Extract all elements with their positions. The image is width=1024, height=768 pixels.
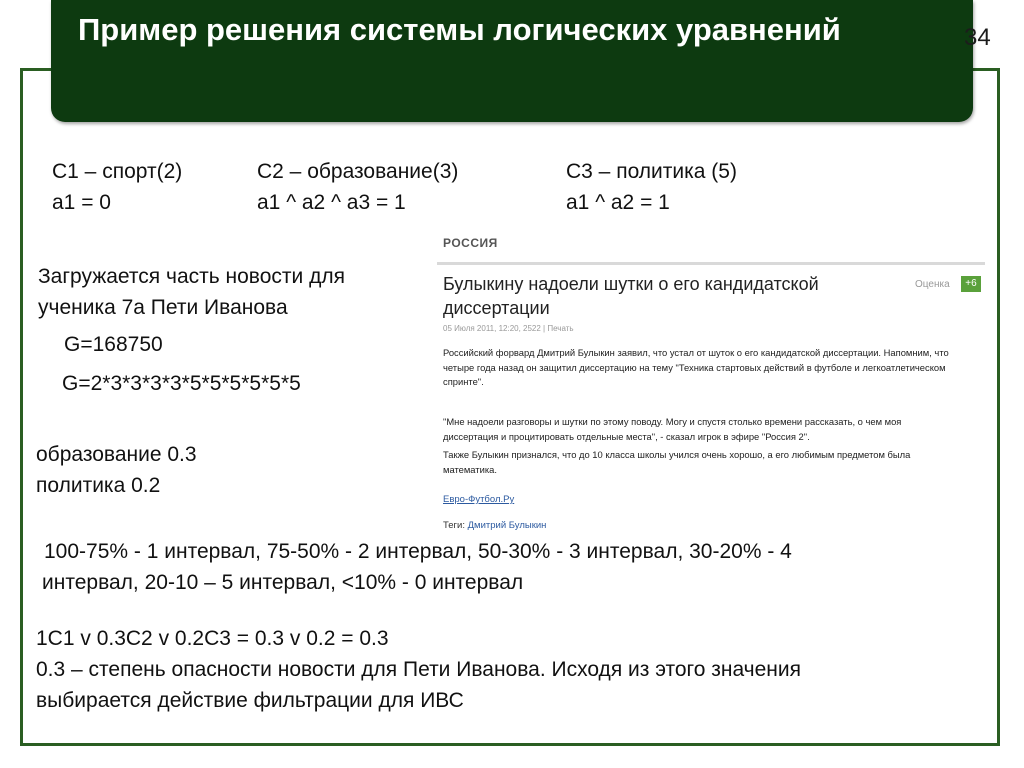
news-tags-label: Теги: bbox=[443, 520, 465, 531]
news-tag-link[interactable]: Дмитрий Булыкин bbox=[467, 520, 547, 531]
weight-politics: политика 0.2 bbox=[36, 474, 161, 497]
intervals-line1: 100-75% - 1 интервал, 75-50% - 2 интервал, 50-30% - 3 интервал, 30-20% - 4 bbox=[44, 540, 792, 563]
news-meta: 05 Июля 2011, 12:20, 2522 | Печать bbox=[443, 324, 574, 333]
news-category: РОССИЯ bbox=[443, 236, 498, 250]
conclusion-formula: 1С1 v 0.3С2 v 0.2С3 = 0.3 v 0.2 = 0.3 bbox=[36, 627, 389, 650]
category-c2-name: С2 – образование(3) bbox=[257, 160, 459, 183]
news-screenshot bbox=[437, 228, 985, 534]
news-tags bbox=[443, 520, 546, 531]
news-paragraph-1: Российский форвард Дмитрий Булыкин заявил, что устал от шуток о его кандидатской диссертации. Напомним, что четыре года назад он защитил диссертацию на тему "Техника стартовых действий в футболе и легкоатлетическом спринте". bbox=[443, 347, 949, 387]
news-rating-badge[interactable]: +6 bbox=[961, 276, 981, 292]
news-source-link[interactable]: Евро-Футбол.Ру bbox=[443, 494, 515, 505]
g-factorization: G=2*3*3*3*3*5*5*5*5*5*5 bbox=[62, 372, 301, 395]
category-c1-equation: а1 = 0 bbox=[52, 191, 111, 214]
page-number: 34 bbox=[964, 24, 991, 51]
news-paragraph-3: Также Булыкин признался, что до 10 класса школы учился очень хорошо, а его любимым предметом была математика. bbox=[443, 449, 911, 475]
load-text-line1: Загружается часть новости для bbox=[38, 265, 345, 288]
news-category-header bbox=[437, 236, 985, 265]
news-headline[interactable]: Булыкину надоели шутки о его кандидатской диссертации bbox=[443, 274, 819, 318]
category-c1-name: С1 – спорт(2) bbox=[52, 160, 183, 183]
category-c3-equation: а1 ^ а2 = 1 bbox=[566, 191, 670, 214]
intervals-line2: интервал, 20-10 – 5 интервал, <10% - 0 интервал bbox=[42, 571, 524, 594]
news-paragraph-2: "Мне надоели разговоры и шутки по этому поводу. Могу и спустя столько времени рассказать, о чем моя диссертация и процитировать отдельные места", - сказал игрок в эфире "Россия 2". bbox=[443, 416, 902, 442]
news-rating-label: Оценка bbox=[915, 279, 950, 290]
load-text-line2: ученика 7а Пети Иванова bbox=[38, 296, 288, 319]
category-c2-equation: а1 ^ а2 ^ а3 = 1 bbox=[257, 191, 406, 214]
g-value: G=168750 bbox=[64, 333, 163, 356]
weight-education: образование 0.3 bbox=[36, 443, 197, 466]
conclusion-line2: 0.3 – степень опасности новости для Пети Иванова. Исходя из этого значения bbox=[36, 658, 802, 681]
slide-title: Пример решения системы логических уравнений bbox=[78, 12, 841, 47]
conclusion-line3: выбирается действие фильтрации для ИВС bbox=[36, 689, 464, 712]
category-c3-name: С3 – политика (5) bbox=[566, 160, 737, 183]
